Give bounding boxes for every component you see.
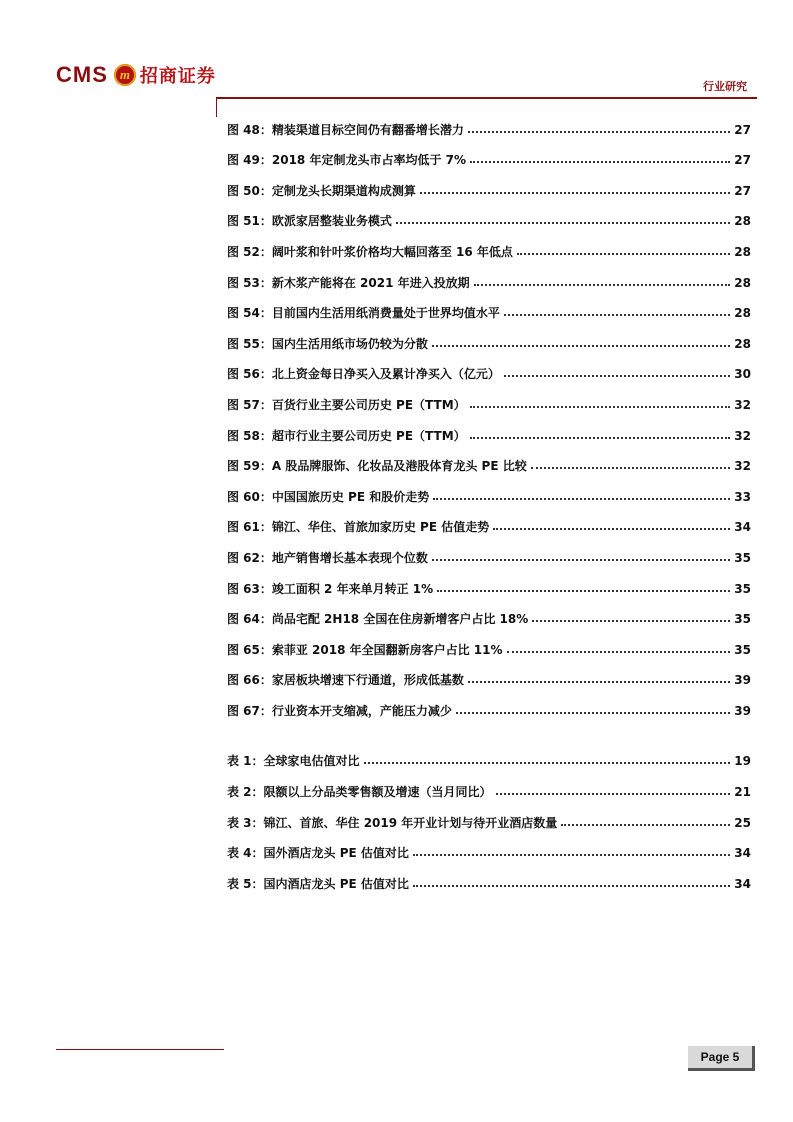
dot-leader	[433, 498, 730, 500]
dot-leader	[432, 345, 730, 347]
entry-page-number: 35	[734, 612, 751, 627]
dot-leader	[456, 712, 730, 714]
table-of-contents	[227, 105, 751, 890]
entry-page-number: 35	[734, 642, 751, 657]
entry-page-number: 27	[734, 153, 751, 168]
table-entry[interactable]	[227, 737, 751, 768]
logo-text-cn: 招商证券	[139, 66, 216, 87]
figure-list	[227, 105, 751, 717]
table-entry[interactable]	[227, 829, 751, 860]
figure-entry[interactable]	[227, 625, 751, 656]
entry-page-number: 35	[734, 581, 751, 596]
entry-title: 图 56：北上资金每日净买入及累计净买入（亿元）	[227, 367, 500, 382]
entry-title: 图 60：中国国旅历史 PE 和股价走势	[227, 489, 430, 504]
figure-entry[interactable]	[227, 319, 751, 350]
entry-title: 图 66：家居板块增速下行通道，形成低基数	[227, 673, 464, 688]
figure-entry[interactable]	[227, 442, 751, 473]
cms-logo	[56, 60, 216, 90]
entry-page-number: 33	[734, 489, 751, 504]
entry-page-number: 21	[734, 785, 751, 800]
entry-page-number: 27	[734, 183, 751, 198]
dot-leader	[396, 222, 730, 224]
entry-title: 图 48：精装渠道目标空间仍有翻番增长潜力	[227, 122, 464, 137]
figure-entry[interactable]	[227, 686, 751, 717]
table-list	[227, 737, 751, 890]
entry-title: 图 57：百货行业主要公司历史 PE（TTM）	[227, 397, 466, 412]
dot-leader	[493, 528, 730, 530]
entry-title: 图 62：地产销售增长基本表现个位数	[227, 550, 428, 565]
dot-leader	[561, 824, 730, 826]
entry-title: 图 49：2018 年定制龙头市占率均低于 7%	[227, 153, 467, 168]
dot-leader	[517, 253, 730, 255]
entry-title: 图 63：竣工面积 2 年来单月转正 1%	[227, 581, 434, 596]
footer-divider	[56, 1049, 224, 1050]
entry-title: 图 61：锦江、华住、首旅加家历史 PE 估值走势	[227, 520, 490, 535]
dot-leader	[504, 314, 730, 316]
entry-title: 表 5：国内酒店龙头 PE 估值对比	[227, 876, 409, 891]
entry-title: 图 67：行业资本开支缩减，产能压力减少	[227, 703, 452, 718]
entry-page-number: 19	[734, 754, 751, 769]
header-divider	[216, 97, 757, 99]
entry-title: 表 4：国外酒店龙头 PE 估值对比	[227, 846, 409, 861]
entry-title: 图 65：索菲亚 2018 年全国翻新房客户占比 11%	[227, 642, 503, 657]
entry-page-number: 30	[734, 367, 751, 382]
figure-entry[interactable]	[227, 166, 751, 197]
figure-entry[interactable]	[227, 105, 751, 136]
entry-page-number: 34	[734, 520, 751, 535]
entry-page-number: 27	[734, 122, 751, 137]
dot-leader	[470, 406, 731, 408]
dot-leader	[531, 467, 731, 469]
dot-leader	[496, 793, 731, 795]
entry-title: 表 3：锦江、首旅、华住 2019 年开业计划与待开业酒店数量	[227, 815, 558, 830]
figure-entry[interactable]	[227, 289, 751, 320]
dot-leader	[474, 284, 731, 286]
dot-leader	[432, 559, 730, 561]
dot-leader	[437, 590, 730, 592]
dot-leader	[532, 620, 730, 622]
figure-entry[interactable]	[227, 411, 751, 442]
figure-entry[interactable]	[227, 380, 751, 411]
entry-title: 图 64：尚品宅配 2H18 全国在住房新增客户占比 18%	[227, 612, 529, 627]
entry-page-number: 32	[734, 428, 751, 443]
dot-leader	[413, 885, 730, 887]
dot-leader	[420, 192, 730, 194]
figure-entry[interactable]	[227, 503, 751, 534]
figure-entry[interactable]	[227, 595, 751, 626]
entry-title: 表 1：全球家电估值对比	[227, 754, 360, 769]
dot-leader	[504, 375, 730, 377]
figure-entry[interactable]	[227, 564, 751, 595]
entry-page-number: 28	[734, 336, 751, 351]
entry-page-number: 32	[734, 397, 751, 412]
figure-entry[interactable]	[227, 258, 751, 289]
figure-entry[interactable]	[227, 656, 751, 687]
entry-title: 图 51：欧派家居整装业务模式	[227, 214, 392, 229]
figure-entry[interactable]	[227, 227, 751, 258]
dot-leader	[468, 681, 730, 683]
dot-leader	[507, 651, 731, 653]
dot-leader	[364, 762, 731, 764]
logo-text-en: CMS	[56, 62, 108, 87]
header-vertical-divider	[216, 97, 217, 117]
figure-entry[interactable]	[227, 197, 751, 228]
entry-title: 图 55：国内生活用纸市场仍较为分散	[227, 336, 428, 351]
entry-title: 图 54：目前国内生活用纸消费量处于世界均值水平	[227, 306, 500, 321]
figure-entry[interactable]	[227, 136, 751, 167]
page-number-badge: Page 5	[688, 1046, 755, 1071]
dot-leader	[413, 854, 730, 856]
dot-leader	[470, 161, 730, 163]
entry-title: 图 52：阔叶浆和针叶浆价格均大幅回落至 16 年低点	[227, 244, 513, 259]
entry-title: 表 2：限额以上分品类零售额及增速（当月同比）	[227, 785, 492, 800]
entry-title: 图 53：新木浆产能将在 2021 年进入投放期	[227, 275, 470, 290]
dot-leader	[468, 131, 730, 133]
entry-page-number: 28	[734, 244, 751, 259]
section-label: 行业研究	[703, 80, 747, 93]
entry-page-number: 28	[734, 275, 751, 290]
entry-page-number: 25	[734, 815, 751, 830]
entry-page-number: 39	[734, 703, 751, 718]
entry-page-number: 35	[734, 550, 751, 565]
table-entry[interactable]	[227, 767, 751, 798]
entry-page-number: 39	[734, 673, 751, 688]
dot-leader	[470, 437, 731, 439]
table-entry[interactable]	[227, 798, 751, 829]
entry-page-number: 34	[734, 876, 751, 891]
list-gap	[227, 717, 751, 737]
entry-title: 图 58：超市行业主要公司历史 PE（TTM）	[227, 428, 466, 443]
entry-title: 图 50：定制龙头长期渠道构成测算	[227, 183, 416, 198]
figure-entry[interactable]	[227, 533, 751, 564]
entry-page-number: 32	[734, 459, 751, 474]
entry-title: 图 59：A 股品牌服饰、化妆品及港股体育龙头 PE 比较	[227, 459, 527, 474]
entry-page-number: 28	[734, 306, 751, 321]
table-entry[interactable]	[227, 859, 751, 890]
entry-page-number: 28	[734, 214, 751, 229]
entry-page-number: 34	[734, 846, 751, 861]
figure-entry[interactable]	[227, 472, 751, 503]
logo-mark-icon: m	[114, 64, 136, 86]
figure-entry[interactable]	[227, 350, 751, 381]
